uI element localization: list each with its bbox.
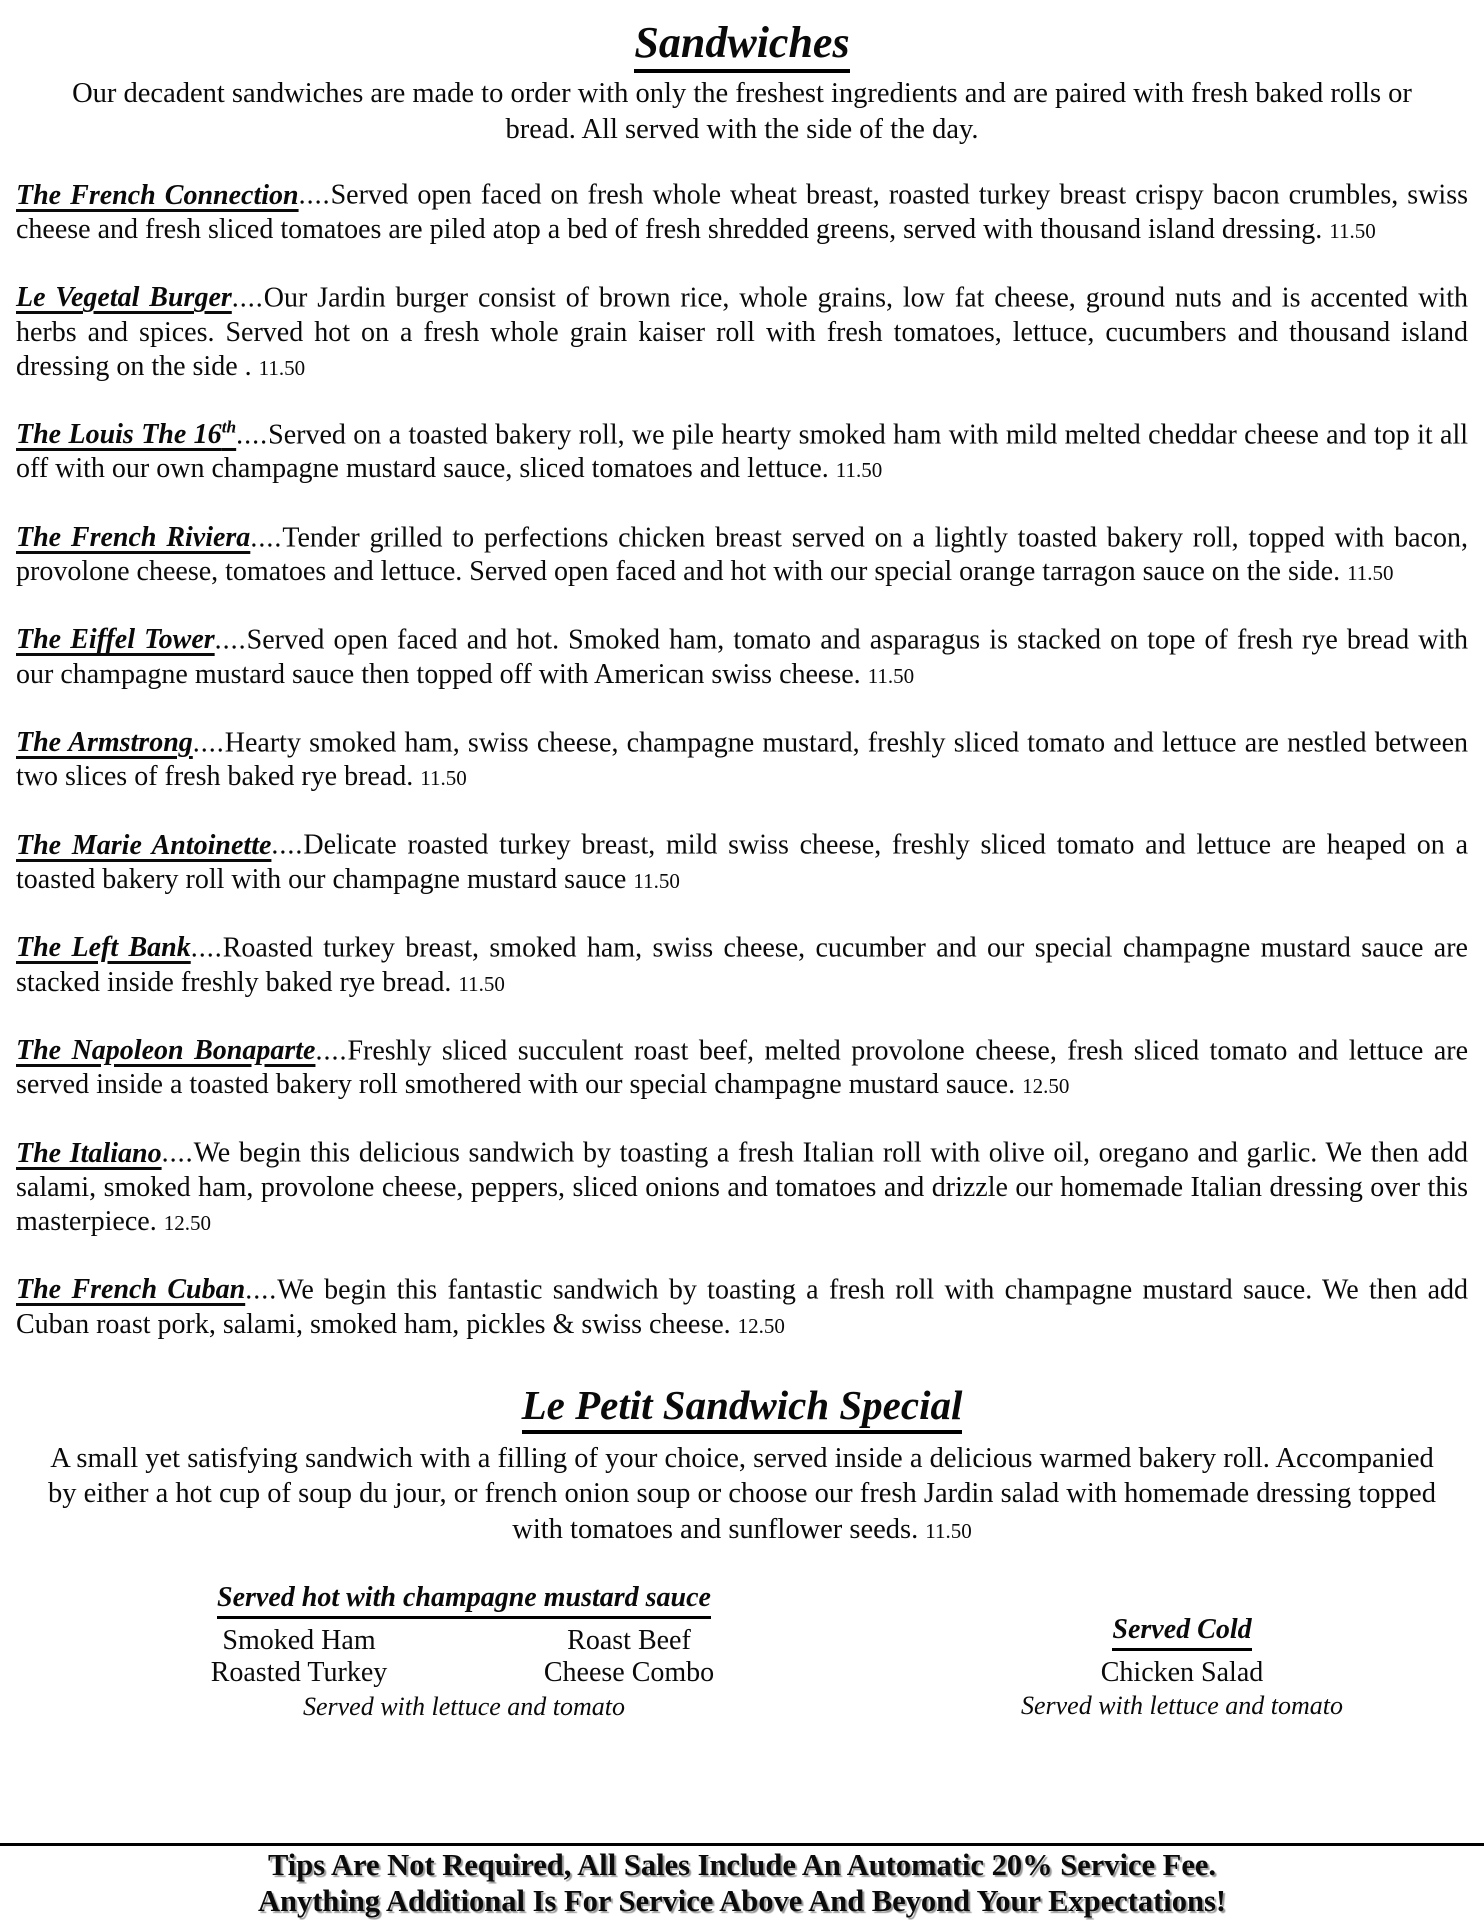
item-price: 11.50 — [867, 663, 915, 688]
item-price: 11.50 — [458, 971, 505, 996]
item-name: The Left Bank — [16, 932, 191, 964]
served-hot-items — [134, 1625, 794, 1690]
item-price: 11.50 — [1329, 218, 1376, 243]
item-description: Our Jardin burger consist of brown rice, whole grains, low fat cheese, ground nuts and is accented with herbs and spices. Served hot on a fresh whole grain kaiser roll with fresh tomatoes, lettuce, cucumbers and thousand island dressing on the side . — [16, 282, 1468, 382]
menu-item — [16, 177, 1468, 247]
item-description: Freshly sliced succulent roast beef, melted provolone cheese, fresh sliced tomato and lettuce are served inside a toasted bakery roll smothered with our special champagne mustard sauce. — [16, 1035, 1468, 1101]
menu-item — [16, 725, 1468, 795]
cold-item: Chicken Salad — [1100, 1656, 1264, 1688]
item-name: The Napoleon Bonaparte — [16, 1035, 316, 1067]
item-description: We begin this fantastic sandwich by toasting a fresh roll with champagne mustard sauce. We then add Cuban roast pork, salami, smoked ham, pickles & swiss cheese. — [16, 1274, 1468, 1340]
item-description: Delicate roasted turkey breast, mild swiss cheese, freshly sliced tomato and lettuce are heaped on a toasted bakery roll with our champagne mustard sauce — [16, 829, 1468, 895]
menu-item — [16, 1033, 1468, 1103]
item-price: 12.50 — [737, 1313, 785, 1338]
item-description: Served open faced on fresh whole wheat breast, roasted turkey breast crispy bacon crumbles, swiss cheese and fresh sliced tomatoes are piled atop a bed of fresh shredded greens, served with thousand island dressing. — [16, 179, 1468, 245]
item-dots: .... — [298, 179, 331, 211]
menu-item — [16, 280, 1468, 384]
menu-item — [16, 930, 1468, 1000]
item-name: The Louis The 16th — [16, 417, 237, 451]
menu-item — [16, 1135, 1468, 1239]
item-price: 12.50 — [163, 1211, 211, 1235]
item-name: The French Connection — [16, 179, 299, 211]
menu-intro: Our decadent sandwiches are made to order with only the freshest ingredients and are paired with fresh baked rolls or bread. All served with the side of the day. — [72, 78, 1412, 145]
special-description: A small yet satisfying sandwich with a filling of your choice, served inside a delicious warmed bakery roll. Accompanied by either a hot cup of soup du jour, or french onion soup or choose our fresh Jardin salad with homemade dressing topped with tomatoes and sunflower seeds. 11.50 — [48, 1442, 1436, 1546]
item-description: Hearty smoked ham, swiss cheese, champagne mustard, freshly sliced tomato and lettuce are nestled between two slices of fresh baked rye bread. — [16, 727, 1468, 793]
item-dots: .... — [214, 624, 247, 656]
item-name: The Marie Antoinette — [16, 829, 272, 861]
menu-item — [16, 1272, 1468, 1342]
item-dots: .... — [231, 282, 264, 314]
item-price: 11.50 — [420, 766, 467, 791]
menu-item — [16, 827, 1468, 897]
bottom-columns — [16, 1582, 1468, 1722]
item-name: The Eiffel Tower — [16, 624, 215, 656]
served-hot-heading: Served hot with champagne mustard sauce — [217, 1582, 711, 1619]
item-dots: .... — [245, 1274, 278, 1306]
item-dots: .... — [236, 419, 269, 451]
footer — [0, 1843, 1484, 1920]
menu-item — [16, 520, 1468, 590]
item-dots: .... — [190, 932, 223, 964]
menu-item-list — [16, 177, 1468, 1341]
item-name: The French Cuban — [16, 1274, 246, 1306]
item-name: The Italiano — [16, 1137, 162, 1169]
special-price: 11.50 — [925, 1519, 972, 1544]
page-title: Sandwiches — [16, 20, 1468, 66]
item-price: 12.50 — [1022, 1074, 1070, 1099]
item-price: 11.50 — [633, 868, 680, 893]
item-price: 11.50 — [258, 355, 306, 380]
menu-item — [16, 417, 1468, 487]
special-section-title: Le Petit Sandwich Special — [16, 1384, 1468, 1427]
item-description: Served on a toasted bakery roll, we pile hearty smoked ham with mild melted cheddar cheese and top it all off with our own champagne mustard sauce, sliced tomatoes and lettuce. — [16, 419, 1469, 485]
served-cold-note: Served with lettuce and tomato — [1020, 1691, 1344, 1721]
served-cold-column — [982, 1582, 1382, 1721]
item-price: 11.50 — [1347, 561, 1394, 585]
hot-item-left: Smoked Ham — [222, 1624, 376, 1656]
item-dots: .... — [315, 1035, 348, 1067]
item-description: Roasted turkey breast, smoked ham, swiss cheese, cucumber and our special champagne mustard sauce are stacked inside freshly baked rye bread. — [16, 932, 1468, 998]
hot-item-left: Roasted Turkey — [210, 1657, 388, 1689]
hot-item-right: Cheese Combo — [543, 1657, 715, 1689]
served-cold-heading: Served Cold — [1112, 1614, 1251, 1651]
footer-divider — [0, 1843, 1484, 1846]
served-cold-items — [982, 1657, 1382, 1689]
menu-item — [16, 622, 1468, 692]
item-name: Le Vegetal Burger — [16, 282, 232, 314]
item-name: The French Riviera — [16, 521, 251, 553]
item-name: The Armstrong — [16, 727, 193, 759]
item-dots: .... — [161, 1137, 194, 1169]
item-dots: .... — [250, 521, 283, 553]
item-description: Tender grilled to perfections chicken breast served on a lightly toasted bakery roll, topped with bacon, provolone cheese, tomatoes and lettuce. Served open faced and hot with our special orange tarragon sauce on the side. — [16, 521, 1468, 587]
item-description: Served open faced and hot. Smoked ham, tomato and asparagus is stacked on tope of fresh rye bread with our champagne mustard sauce then topped off with American swiss cheese. — [16, 624, 1468, 690]
footer-line1: Tips Are Not Required, All Sales Include An Automatic 20% Service Fee. — [267, 1848, 1217, 1883]
served-hot-note: Served with lettuce and tomato — [302, 1691, 626, 1721]
served-hot-column — [134, 1582, 794, 1722]
footer-line2: Anything Additional Is For Service Above And Beyond Your Expectations! — [258, 1884, 1226, 1919]
item-dots: .... — [192, 727, 225, 759]
item-price: 11.50 — [835, 458, 883, 483]
hot-item-right: Roast Beef — [567, 1624, 691, 1656]
item-description: We begin this delicious sandwich by toasting a fresh Italian roll with olive oil, oregano and garlic. We then add salami, smoked ham, provolone cheese, peppers, sliced onions and tomatoes and drizzle our homemade Italian dressing over this masterpiece. — [16, 1137, 1468, 1237]
item-dots: .... — [271, 829, 304, 861]
